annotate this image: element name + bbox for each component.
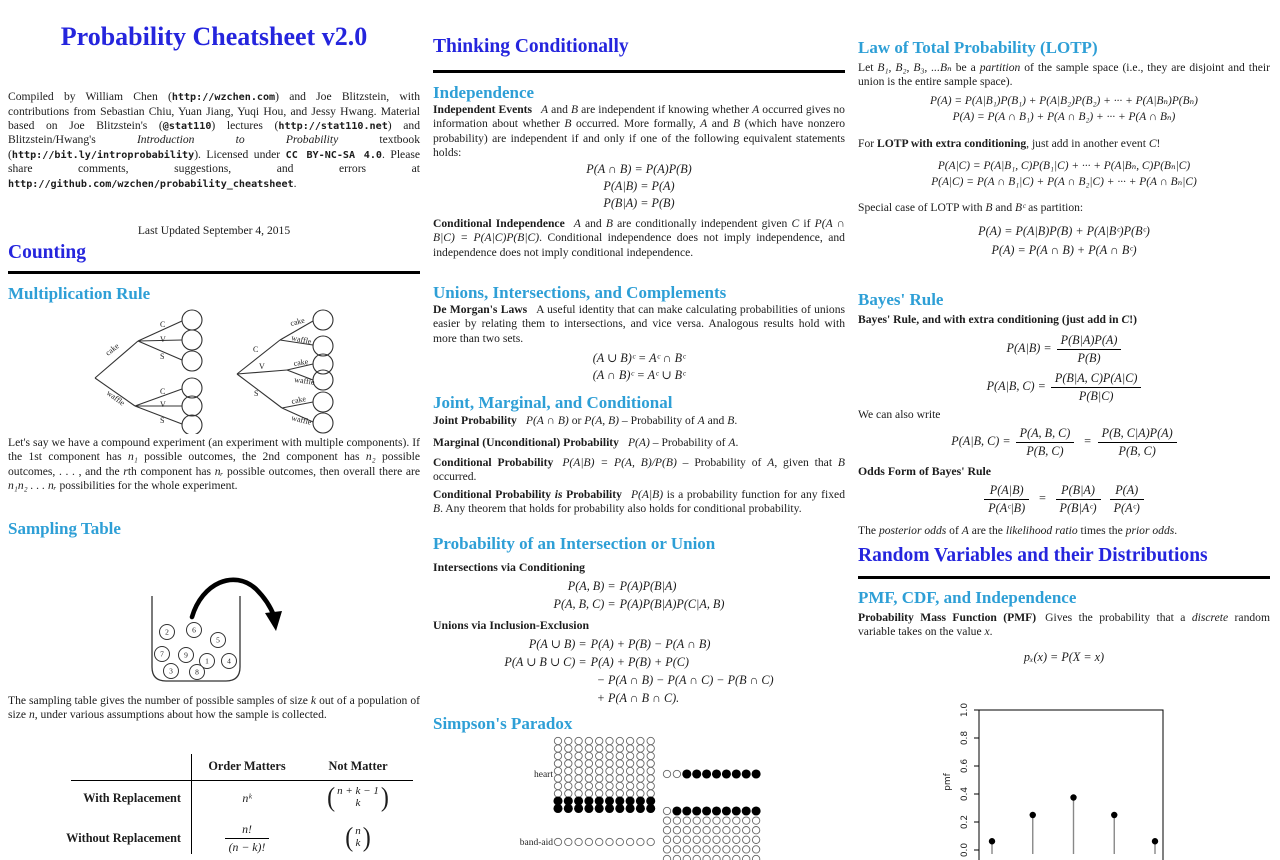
- dot: [647, 775, 654, 782]
- leaf-label-cake: cake: [293, 357, 309, 368]
- dot: [693, 817, 700, 824]
- dot: [733, 827, 740, 834]
- leaf-label-cake: cake: [289, 315, 306, 328]
- label-heart: heart: [534, 770, 553, 780]
- pmf-stem-chart: [858, 698, 1270, 860]
- dot: [616, 804, 624, 812]
- conditional-probability-is-text: Conditional Probability is Probability P(A|B) is a probability function for any fixed B. Any theorem that holds for probability also holds for conditional probability.: [433, 488, 845, 516]
- page-title: Probability Cheatsheet v2.0: [60, 22, 368, 51]
- dot: [565, 838, 572, 845]
- dot: [663, 827, 670, 834]
- subsection-multiplication-rule: Multiplication Rule: [8, 284, 151, 303]
- jar-ball-number: 4: [227, 656, 231, 666]
- dot: [673, 836, 680, 843]
- dot: [723, 855, 730, 860]
- dot: [606, 760, 613, 767]
- dot: [565, 775, 572, 782]
- dot: [693, 770, 701, 778]
- bayes-eq4: $\frac{P(A|B)}{\text{P(Aᶜ|B)}}$ = $\frac{P(B|A)}{\text{P(B|Aᶜ)}}$ $\frac{P(A)}{\text{P(Aᶜ)}}$: [858, 483, 1270, 516]
- dot: [565, 790, 572, 797]
- dot: [585, 745, 592, 752]
- dot: [626, 790, 633, 797]
- inclusion-exclusion-formulas: P(A ∪ B) = P(A ∪ B ∪ C) = P(A) + P(B) − P(A ∩ B) P(A) + P(B) + P(C) − P(A ∩ B) − P(A ∩ C) − P(B ∩ C) + P(A ∩ B ∩ C).: [504, 637, 774, 705]
- dot: [606, 752, 613, 759]
- dot: [626, 745, 633, 752]
- subsection-independence: Independence: [433, 83, 535, 102]
- dot: [637, 760, 644, 767]
- dot: [703, 855, 710, 860]
- row-label-with-replacement: With Replacement: [83, 790, 181, 805]
- dot: [585, 737, 592, 744]
- link[interactable]: http://wzchen.com: [171, 92, 276, 103]
- dot: [673, 827, 680, 834]
- cell-without-binom: ( n k ): [345, 823, 371, 853]
- dot: [616, 838, 623, 845]
- data-point: [989, 838, 995, 844]
- dot: [673, 846, 680, 853]
- de-morgans-text: De Morgan's Laws A useful identity that can make calculating probabilities of unions easier by relating them to intersections, and vice versa. Analogous results hold with more than two sets.: [433, 303, 845, 345]
- y-tick-label: 1.0: [960, 702, 970, 718]
- dot: [616, 745, 623, 752]
- branch-label-s: S: [160, 352, 165, 361]
- dot: [565, 752, 572, 759]
- dot: [703, 846, 710, 853]
- dot: [733, 817, 740, 824]
- lotp-formulas-3: P(A) = P(A|B)P(B) + P(A|Bᶜ)P(Bᶜ) P(A) = P(A ∩ B) + P(A ∩ Bᶜ): [978, 224, 1150, 257]
- dot: [683, 817, 690, 824]
- dot: [596, 745, 603, 752]
- dot: [693, 846, 700, 853]
- dot: [703, 836, 710, 843]
- data-point: [1070, 794, 1076, 800]
- dot: [752, 846, 759, 853]
- dot: [554, 760, 561, 767]
- dot: [742, 807, 750, 815]
- dot: [693, 827, 700, 834]
- bayes-also-text: We can also write: [858, 408, 941, 421]
- dot: [585, 752, 592, 759]
- intersections-formulas: P(A, B) = P(A, B, C) = P(A)P(B|A) P(A)P(B|A)P(C|A, B): [553, 579, 725, 611]
- dot: [616, 752, 623, 759]
- sampling-jar-diagram: [8, 553, 420, 695]
- dot: [585, 797, 593, 805]
- leaf-label-waffle: waffle: [293, 375, 316, 387]
- dot: [673, 817, 680, 824]
- dot: [703, 827, 710, 834]
- dot: [637, 782, 644, 789]
- dot: [663, 807, 670, 814]
- row-label-without-replacement: Without Replacement: [66, 830, 181, 845]
- dot: [626, 782, 633, 789]
- dot: [743, 855, 750, 860]
- dot: [637, 767, 644, 774]
- dot: [565, 745, 572, 752]
- link[interactable]: http://github.com/wzchen/probability_cheatsheet: [8, 178, 294, 190]
- dot: [585, 838, 592, 845]
- dot: [575, 752, 582, 759]
- section-rule: [8, 271, 420, 274]
- data-point: [1152, 838, 1158, 844]
- dot: [605, 804, 613, 812]
- dot: [616, 737, 623, 744]
- subhead-intersections-conditioning: Intersections via Conditioning: [433, 560, 586, 574]
- cell-with-order: nᵏ: [242, 790, 252, 805]
- dot: [554, 804, 562, 812]
- dot: [743, 836, 750, 843]
- posterior-odds-text: The posterior odds of A are the likelihood ratio times the prior odds.: [858, 524, 1178, 537]
- dot: [703, 817, 710, 824]
- branch-label-v: V: [160, 335, 166, 344]
- dot: [637, 775, 644, 782]
- dot: [564, 804, 572, 812]
- dot: [554, 797, 562, 805]
- dot: [626, 775, 633, 782]
- multiplication-rule-text: Let's say we have a compound experiment (an experiment with multiple components). If the 1st component has n₁ possible outcomes, the 2nd component has n₂ possible outcomes, . . . , and the rth component has nᵣ possible outcomes, then overall there are n₁n₂ . . . nᵣ possibilities for the whole experiment.: [8, 436, 421, 493]
- dot: [647, 737, 654, 744]
- sampling-arrowhead: [265, 611, 282, 631]
- subhead-unions-inclusion-exclusion: Unions via Inclusion-Exclusion: [433, 618, 590, 632]
- left-column: [8, 0, 420, 860]
- dot: [585, 790, 592, 797]
- dot: [703, 770, 711, 778]
- plot-box: [979, 710, 1163, 860]
- dot: [606, 767, 613, 774]
- conditional-independence-text: Conditional Independence A and B are conditionally independent given C if P(A ∩ B|C) = P(A|C)P(B|C). Conditional independence does not imply independence, and independence does not imply conditional independence.: [433, 217, 845, 259]
- data-point: [1030, 812, 1036, 818]
- sampling-arrow: [192, 580, 274, 617]
- dot: [722, 770, 730, 778]
- dot: [575, 760, 582, 767]
- lotp-formulas-2: P(A|C) = P(A|B₁, C)P(B₁|C) + ··· + P(A|Bₙ, C)P(Bₙ|C) P(A|C) = P(A ∩ B₁|C) + P(A ∩ B₂|C) + ··· + P(A ∩ Bₙ|C): [931, 160, 1197, 188]
- dot: [605, 797, 613, 805]
- dot: [554, 737, 561, 744]
- dot: [596, 838, 603, 845]
- lotp-special-text: Special case of LOTP with B and Bᶜ as partition:: [858, 201, 1084, 214]
- link[interactable]: CC BY-NC-SA 4.0: [285, 149, 382, 161]
- dot: [713, 846, 720, 853]
- dot: [585, 760, 592, 767]
- dot: [722, 807, 730, 815]
- dot: [683, 836, 690, 843]
- section-rule: [858, 576, 1270, 579]
- independence-formulas: P(A ∩ B) = P(A)P(B) P(A|B) = P(A) P(B|A) = P(B): [586, 162, 692, 210]
- dot: [626, 797, 634, 805]
- dot: [647, 797, 655, 805]
- link[interactable]: @stat110: [162, 120, 212, 132]
- dot: [712, 770, 720, 778]
- dot: [663, 836, 670, 843]
- dot: [575, 790, 582, 797]
- dot: [637, 737, 644, 744]
- subsection-sampling-table: Sampling Table: [8, 519, 121, 538]
- dot: [663, 846, 670, 853]
- y-tick-label: 0.0: [960, 842, 970, 858]
- branch-label-v: V: [259, 362, 265, 371]
- simpsons-paradox-diagram: [433, 736, 845, 860]
- dot: [606, 782, 613, 789]
- dot: [626, 767, 633, 774]
- dot: [606, 838, 613, 845]
- dot: [752, 836, 759, 843]
- y-tick-label: 0.8: [960, 730, 970, 746]
- dot: [743, 846, 750, 853]
- dot: [752, 827, 759, 834]
- y-tick-label: 0.2: [960, 814, 970, 830]
- dot: [673, 855, 680, 860]
- branch-label-v: V: [160, 400, 166, 409]
- dot: [723, 846, 730, 853]
- dot: [616, 760, 623, 767]
- leaf-label-cake: cake: [290, 394, 307, 406]
- sampling-table-text: The sampling table gives the number of possible samples of size k out of a population of size n, under various assumptions about how the sample is collected.: [8, 694, 420, 722]
- branch-label-c: C: [160, 387, 166, 396]
- dot: [647, 760, 654, 767]
- dot: [575, 737, 582, 744]
- dot: [647, 790, 654, 797]
- dot: [743, 827, 750, 834]
- bayes-eq1: P(A|B) = $\frac{P(B|A)P(A)}{P(B)}$: [858, 333, 1270, 366]
- dot: [733, 836, 740, 843]
- cell-with-binom: ( n + k − 1 k ): [327, 783, 389, 813]
- dot: [596, 737, 603, 744]
- leaf-label-waffle: waffle: [290, 333, 313, 347]
- dot: [616, 782, 623, 789]
- right-column: [858, 0, 1270, 860]
- subsection-bayes-rule: Bayes' Rule: [858, 290, 944, 309]
- dot: [752, 807, 760, 815]
- y-tick-label: 0.4: [960, 786, 970, 802]
- dot: [733, 855, 740, 860]
- lotp-extra-text: For LOTP with extra conditioning, just add in another event C!: [858, 137, 1161, 150]
- dot: [752, 817, 759, 824]
- dot: [565, 767, 572, 774]
- bayes-eq2: P(A|B, C) = $\frac{P(B|A, C)P(A|C)}{P(B|C)}$: [858, 371, 1270, 404]
- dot: [693, 807, 701, 815]
- dot: [626, 737, 633, 744]
- bayes-lead-text: Bayes' Rule, and with extra conditioning (just add in C!): [858, 313, 1137, 326]
- leaf-label-waffle: waffle: [290, 413, 313, 427]
- cell-without-frac: $\frac{n!}{(n - k)!}$: [191, 816, 303, 860]
- jar-ball-number: 1: [205, 656, 209, 666]
- dot: [743, 817, 750, 824]
- y-axis-label: pmf: [943, 773, 953, 791]
- dot: [712, 807, 720, 815]
- dot: [626, 804, 634, 812]
- dot: [596, 775, 603, 782]
- jar-ball-number: 8: [195, 667, 199, 677]
- jar-ball-number: 2: [165, 627, 169, 637]
- dot: [575, 838, 582, 845]
- dot: [596, 782, 603, 789]
- dot: [636, 797, 644, 805]
- dot: [742, 770, 750, 778]
- link[interactable]: http://stat110.net: [278, 120, 388, 132]
- dot: [663, 817, 670, 824]
- dot: [585, 775, 592, 782]
- dot: [693, 836, 700, 843]
- dot: [554, 838, 561, 845]
- subsection-joint-marginal: Joint, Marginal, and Conditional: [433, 393, 673, 412]
- dot: [564, 797, 572, 805]
- dot: [732, 807, 740, 815]
- dot: [616, 775, 623, 782]
- dot: [683, 855, 690, 860]
- data-point: [1111, 812, 1117, 818]
- dot: [626, 760, 633, 767]
- dot: [752, 855, 759, 860]
- branch-label-s: S: [254, 389, 259, 398]
- dot: [565, 737, 572, 744]
- dot: [673, 770, 680, 777]
- dot: [733, 846, 740, 853]
- link[interactable]: http://bit.ly/introprobability: [11, 149, 195, 161]
- dot: [606, 775, 613, 782]
- dot: [673, 807, 681, 815]
- subsection-intersection-union: Probability of an Intersection or Union: [433, 534, 716, 553]
- dot: [554, 775, 561, 782]
- subsection-unions-intersections: Unions, Intersections, and Complements: [433, 283, 727, 302]
- dot: [596, 790, 603, 797]
- section-random-variables: Random Variables and their Distributions: [858, 545, 1208, 566]
- dot: [575, 782, 582, 789]
- sampling-table: [63, 748, 413, 860]
- col-header-order-matters: Order Matters: [208, 759, 286, 773]
- branch-label-waffle: waffle: [104, 388, 127, 408]
- dot: [575, 797, 583, 805]
- dot: [585, 782, 592, 789]
- de-morgans-formulas: (A ∪ B)ᶜ = Aᶜ ∩ Bᶜ (A ∩ B)ᶜ = Aᶜ ∪ Bᶜ: [592, 351, 686, 382]
- dot: [606, 790, 613, 797]
- section-counting: Counting: [8, 242, 87, 263]
- dot: [732, 770, 740, 778]
- branch-label-c: C: [253, 345, 259, 354]
- dot: [565, 782, 572, 789]
- dot: [606, 745, 613, 752]
- dot: [606, 737, 613, 744]
- multiplication-tree-diagram: [8, 306, 420, 434]
- dot: [703, 807, 711, 815]
- dot: [683, 846, 690, 853]
- dot: [713, 817, 720, 824]
- subsection-lotp: Law of Total Probability (LOTP): [858, 38, 1098, 57]
- jar-ball-number: 9: [184, 650, 188, 660]
- dot: [554, 782, 561, 789]
- branch-label-s: S: [160, 416, 165, 425]
- middle-column: [433, 0, 845, 860]
- dot: [663, 855, 670, 860]
- jar-ball-number: 3: [169, 666, 173, 676]
- lotp-lead-text: Let B₁, B₂, B₃, ...Bₙ be a partition of the sample space (i.e., they are disjoint and their union is the entire sample space).: [858, 61, 1270, 89]
- dot: [596, 752, 603, 759]
- subhead-odds-form: Odds Form of Bayes' Rule: [858, 464, 992, 478]
- dot: [596, 760, 603, 767]
- jar-ball-number: 5: [216, 635, 220, 645]
- dot: [595, 797, 603, 805]
- y-tick-label: 0.6: [960, 758, 970, 774]
- joint-probability-text: Joint Probability P(A ∩ B) or P(A, B) – Probability of A and B.: [433, 414, 738, 427]
- intro-paragraph: Compiled by William Chen (http://wzchen.com) and Joe Blitzstein, with contributions from Sebastian Chiu, Yuan Jiang, Yuqi Hou, and Jessy Hwang. Material based on Joe Blitzstein's (@stat110) lectures (http://stat110.net) and Blitzstein/Hwang's Introduction to Probability textbook (http://bit.ly/introprobability). Licensed under CC BY-NC-SA 4.0. Please share comments, suggestions, and errors at http://github.com/wzchen/probability_cheatsheet.: [8, 90, 421, 190]
- dot: [663, 770, 670, 777]
- jar-ball-number: 6: [192, 625, 196, 635]
- dot: [575, 767, 582, 774]
- dot: [723, 827, 730, 834]
- independence-text: Independent Events A and B are independent if knowing whether A occurred gives no information about whether B occurred. More formally, A and B (which have nonzero probability) are independent if and only if one of the following equivalent statements holds:: [433, 103, 845, 160]
- dot: [596, 767, 603, 774]
- lotp-formulas-1: P(A) = P(A|B₁)P(B₁) + P(A|B₂)P(B₂) + ··· + P(A|Bₙ)P(Bₙ) P(A) = P(A ∩ B₁) + P(A ∩ B₂) + ··· + P(A ∩ Bₙ): [930, 95, 1198, 123]
- dot: [637, 838, 644, 845]
- dot: [647, 838, 654, 845]
- subsection-simpsons-paradox: Simpson's Paradox: [433, 714, 573, 733]
- subsection-pmf-cdf: PMF, CDF, and Independence: [858, 588, 1077, 607]
- dot: [647, 752, 654, 759]
- dot: [637, 790, 644, 797]
- dot: [723, 817, 730, 824]
- branch-label-cake: cake: [103, 341, 121, 358]
- dot: [647, 767, 654, 774]
- branch-label-c: C: [160, 320, 166, 329]
- dot: [636, 804, 644, 812]
- dot: [554, 790, 561, 797]
- dot: [637, 752, 644, 759]
- dot: [713, 836, 720, 843]
- dot: [683, 770, 691, 778]
- dot: [647, 804, 655, 812]
- dot: [575, 745, 582, 752]
- marginal-probability-text: Marginal (Unconditional) Probability P(A) – Probability of A.: [433, 436, 739, 449]
- label-band-aid: band-aid: [519, 838, 553, 848]
- dot: [683, 827, 690, 834]
- dot: [585, 767, 592, 774]
- dot: [647, 782, 654, 789]
- dot: [575, 775, 582, 782]
- dot: [693, 855, 700, 860]
- dot: [616, 790, 623, 797]
- dot: [554, 752, 561, 759]
- dot: [575, 804, 583, 812]
- dot: [713, 855, 720, 860]
- dot: [626, 752, 633, 759]
- dot: [752, 770, 760, 778]
- dot: [616, 767, 623, 774]
- dot: [723, 836, 730, 843]
- col-header-not-matter: Not Matter: [328, 759, 388, 773]
- last-updated: Last Updated September 4, 2015: [137, 224, 291, 237]
- section-rule: [433, 70, 845, 73]
- dot: [595, 804, 603, 812]
- conditional-probability-text: Conditional Probability P(A|B) = P(A, B)/P(B) – Probability of A, given that B occurred.: [433, 456, 845, 484]
- dot: [637, 745, 644, 752]
- dot: [565, 760, 572, 767]
- jar-ball-number: 7: [160, 649, 164, 659]
- dot: [713, 827, 720, 834]
- pmf-lead-text: Probability Mass Function (PMF) Gives the probability that a discrete random variable takes on the value x.: [858, 611, 1270, 639]
- dot: [616, 797, 624, 805]
- dot: [554, 745, 561, 752]
- dot: [585, 804, 593, 812]
- pmf-formula: pₓ(x) = P(X = x): [1023, 650, 1105, 664]
- dot: [626, 838, 633, 845]
- dot: [554, 767, 561, 774]
- dot: [647, 745, 654, 752]
- bayes-eq3: P(A|B, C) = $\frac{P(A, B, C)}{P(B, C)}$ = $\frac{P(B, C|A)P(A)}{P(B, C)}$: [858, 426, 1270, 459]
- section-thinking-conditionally: Thinking Conditionally: [433, 36, 629, 57]
- dot: [683, 807, 691, 815]
